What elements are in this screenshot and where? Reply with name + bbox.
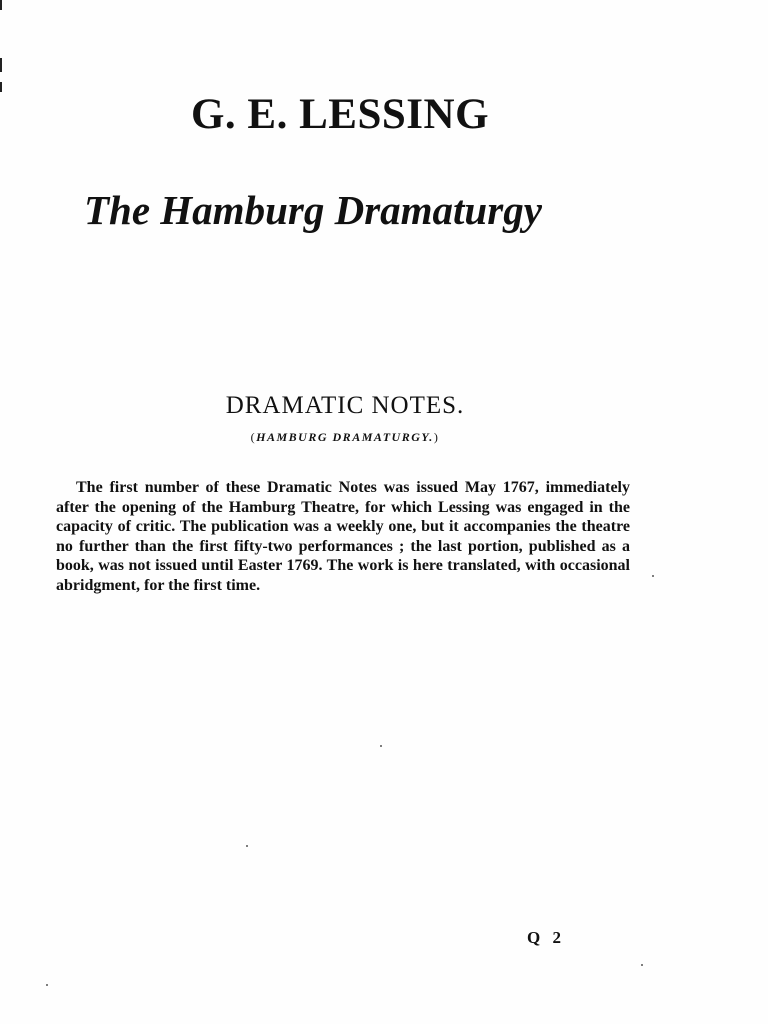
section-subheading: (HAMBURG DRAMATURGY.) bbox=[250, 430, 440, 444]
scan-speck bbox=[46, 984, 48, 986]
scan-speck bbox=[641, 964, 643, 966]
section-subheading-text: HAMBURG DRAMATURGY. bbox=[256, 430, 434, 444]
author-name: G. E. LESSING bbox=[190, 91, 490, 138]
intro-paragraph: The first number of these Dramatic Notes was issued May 1767, immediately after the opening of the Hamburg Theatre, for which Lessing was engaged in the capacity of critic. The publication was a weekly one, but it accompanies the theatre no further than the first fifty-two performances ; the last portion, published as a book, was not issued until Easter 1769. The work is here translated, with occasional abridgment, for the first time. bbox=[56, 479, 630, 594]
scan-speck bbox=[246, 845, 248, 847]
page-number: Q 2 bbox=[527, 928, 565, 947]
section-heading: DRAMATIC NOTES. bbox=[225, 392, 465, 419]
scan-edge-mark bbox=[0, 0, 2, 10]
scan-speck bbox=[380, 745, 382, 747]
scan-speck bbox=[652, 575, 654, 577]
scan-edge-mark bbox=[0, 58, 2, 72]
work-title: The Hamburg Dramaturgy bbox=[84, 187, 542, 233]
